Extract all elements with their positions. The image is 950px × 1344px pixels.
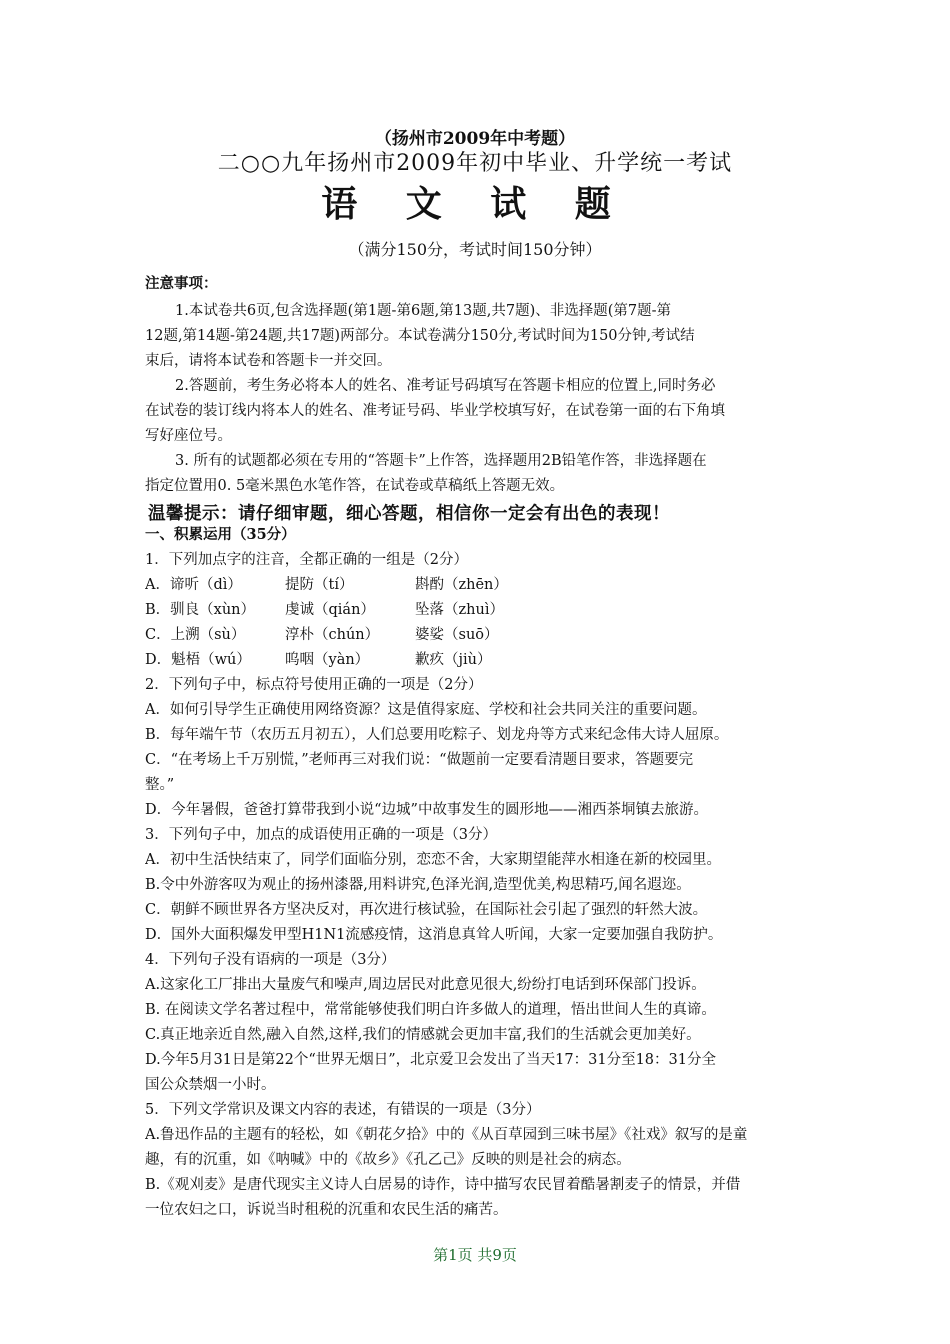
question-line: A．如何引导学生正确使用网络资源？这是值得家庭、学校和社会共同关注的重要问题。: [145, 702, 707, 718]
subject-title: 语 文 试 题: [321, 184, 629, 225]
exam-source: （扬州市2009年中考题）: [374, 129, 576, 149]
question-stem: 2．下列句子中，标点符号使用正确的一项是（2分）: [145, 677, 483, 693]
question-line: B.令中外游客叹为观止的扬州漆器,用料讲究,色泽光润,造型优美,构思精巧,闻名遐迩。: [145, 877, 691, 893]
q1-option-row: [145, 600, 810, 620]
q1-option: 婆娑（suō）: [415, 627, 499, 643]
question-stem: 4．下列句子没有语病的一项是（3分）: [145, 952, 396, 968]
notes-line: 12题,第14题-第24题,共17题)两部分。本试卷满分150分,考试时间为150分钟,考试结: [145, 328, 695, 344]
page-number-footer: 第1页 共9页: [433, 1246, 517, 1264]
question-stem: 5．下列文学常识及课文内容的表述，有错误的一项是（3分）: [145, 1102, 541, 1118]
q1-option-row: [145, 650, 810, 670]
q1-option: 淳朴（chún）: [285, 627, 380, 643]
q1-option: D．魁梧（wú）: [145, 652, 251, 668]
question-line: D．国外大面积爆发甲型H1N1流感疫情，这消息真耸人听闻，大家一定要加强自我防护。: [145, 927, 723, 943]
q1-option: 坠落（zhuì）: [415, 602, 504, 618]
notes-line: 3. 所有的试题都必须在专用的“答题卡”上作答，选择题用2B铅笔作答，非选择题在: [175, 453, 707, 469]
question-line: 国公众禁烟一小时。: [145, 1077, 276, 1093]
question-stem: 1．下列加点字的注音，全都正确的一组是（2分）: [145, 552, 468, 568]
question-line: 整。”: [145, 777, 175, 793]
question-line: D．今年暑假，爸爸打算带我到小说“边城”中故事发生的圆形地——湘西茶垌镇去旅游。: [145, 802, 708, 818]
q1-option: 虔诚（qián）: [285, 602, 375, 618]
notes-line: 写好座位号。: [145, 428, 232, 444]
section-title: 一、积累运用（35分）: [145, 526, 296, 543]
q1-option-row: [145, 575, 810, 595]
notes-line: 指定位置用0. 5毫米黑色水笔作答，在试卷或草稿纸上答题无效。: [145, 478, 565, 494]
q1-option: 提防（tí）: [285, 577, 354, 593]
q1-option: 歉疚（jiù）: [415, 652, 492, 668]
q1-option: 呜咽（yàn）: [285, 652, 370, 668]
warm-tip: 温馨提示：请仔细审题，细心答题，相信你一定会有出色的表现！: [148, 504, 670, 524]
notes-line: 在试卷的装订线内将本人的姓名、准考证号码、毕业学校填写好，在试卷第一面的右下角填: [145, 403, 725, 419]
question-line: B．每年端午节（农历五月初五），人们总要用吃粽子、划龙舟等方式来纪念伟大诗人屈原。: [145, 727, 729, 743]
question-line: A．初中生活快结束了，同学们面临分别，恋恋不舍，大家期望能萍水相逢在新的校园里。: [145, 852, 721, 868]
question-line: A.这家化工厂排出大量废气和噪声,周边居民对此意见很大,纷纷打电话到环保部门投诉。: [145, 977, 706, 993]
notes-line: 1.本试卷共6页,包含选择题(第1题-第6题,第13题,共7题)、非选择题(第7题-第: [175, 303, 672, 319]
question-line: C．“在考场上千万别慌，”老师再三对我们说：“做题前一定要看清题目要求，答题要完: [145, 752, 694, 768]
question-line: C．朝鲜不顾世界各方坚决反对，再次进行核试验，在国际社会引起了强烈的轩然大波。: [145, 902, 708, 918]
question-line: 一位农妇之口，诉说当时租税的沉重和农民生活的痛苦。: [145, 1202, 508, 1218]
notes-line: 2.答题前，考生务必将本人的姓名、准考证号码填写在答题卡相应的位置上,同时务必: [175, 378, 716, 394]
exam-name: 二○○九年扬州市2009年初中毕业、升学统一考试: [217, 151, 733, 176]
question-line: 趣，有的沉重，如《呐喊》中的《故乡》《孔乙己》反映的则是社会的病态。: [145, 1152, 631, 1168]
notes-line: 束后，请将本试卷和答题卡一并交回。: [145, 353, 392, 369]
question-line: C.真正地亲近自然,融入自然,这样,我们的情感就会更加丰富,我们的生活就会更加美好。: [145, 1027, 701, 1043]
question-line: B.《观刈麦》是唐代现实主义诗人白居易的诗作，诗中描写农民冒着酷暑割麦子的情景，并借: [145, 1177, 741, 1193]
q1-option: 斟酌（zhēn）: [415, 577, 508, 593]
q1-option: A．谛听（dì）: [145, 577, 242, 593]
q1-option-row: [145, 625, 810, 645]
notes-title: 注意事项：: [145, 275, 218, 292]
question-stem: 3．下列句子中，加点的成语使用正确的一项是（3分）: [145, 827, 497, 843]
score-info: （满分150分，考试时间150分钟）: [348, 240, 602, 259]
question-line: A.鲁迅作品的主题有的轻松，如《朝花夕拾》中的《从百草园到三味书屋》《社戏》叙写的是童: [145, 1127, 748, 1143]
question-line: D.今年5月31日是第22个“世界无烟日”，北京爱卫会发出了当天17：31分至18：31分全: [145, 1052, 716, 1068]
q1-option: C．上溯（sù）: [145, 627, 246, 643]
q1-option: B．驯良（xùn）: [145, 602, 256, 618]
question-line: B. 在阅读文学名著过程中，常常能够使我们明白许多做人的道理，悟出世间人生的真谛。: [145, 1002, 716, 1018]
